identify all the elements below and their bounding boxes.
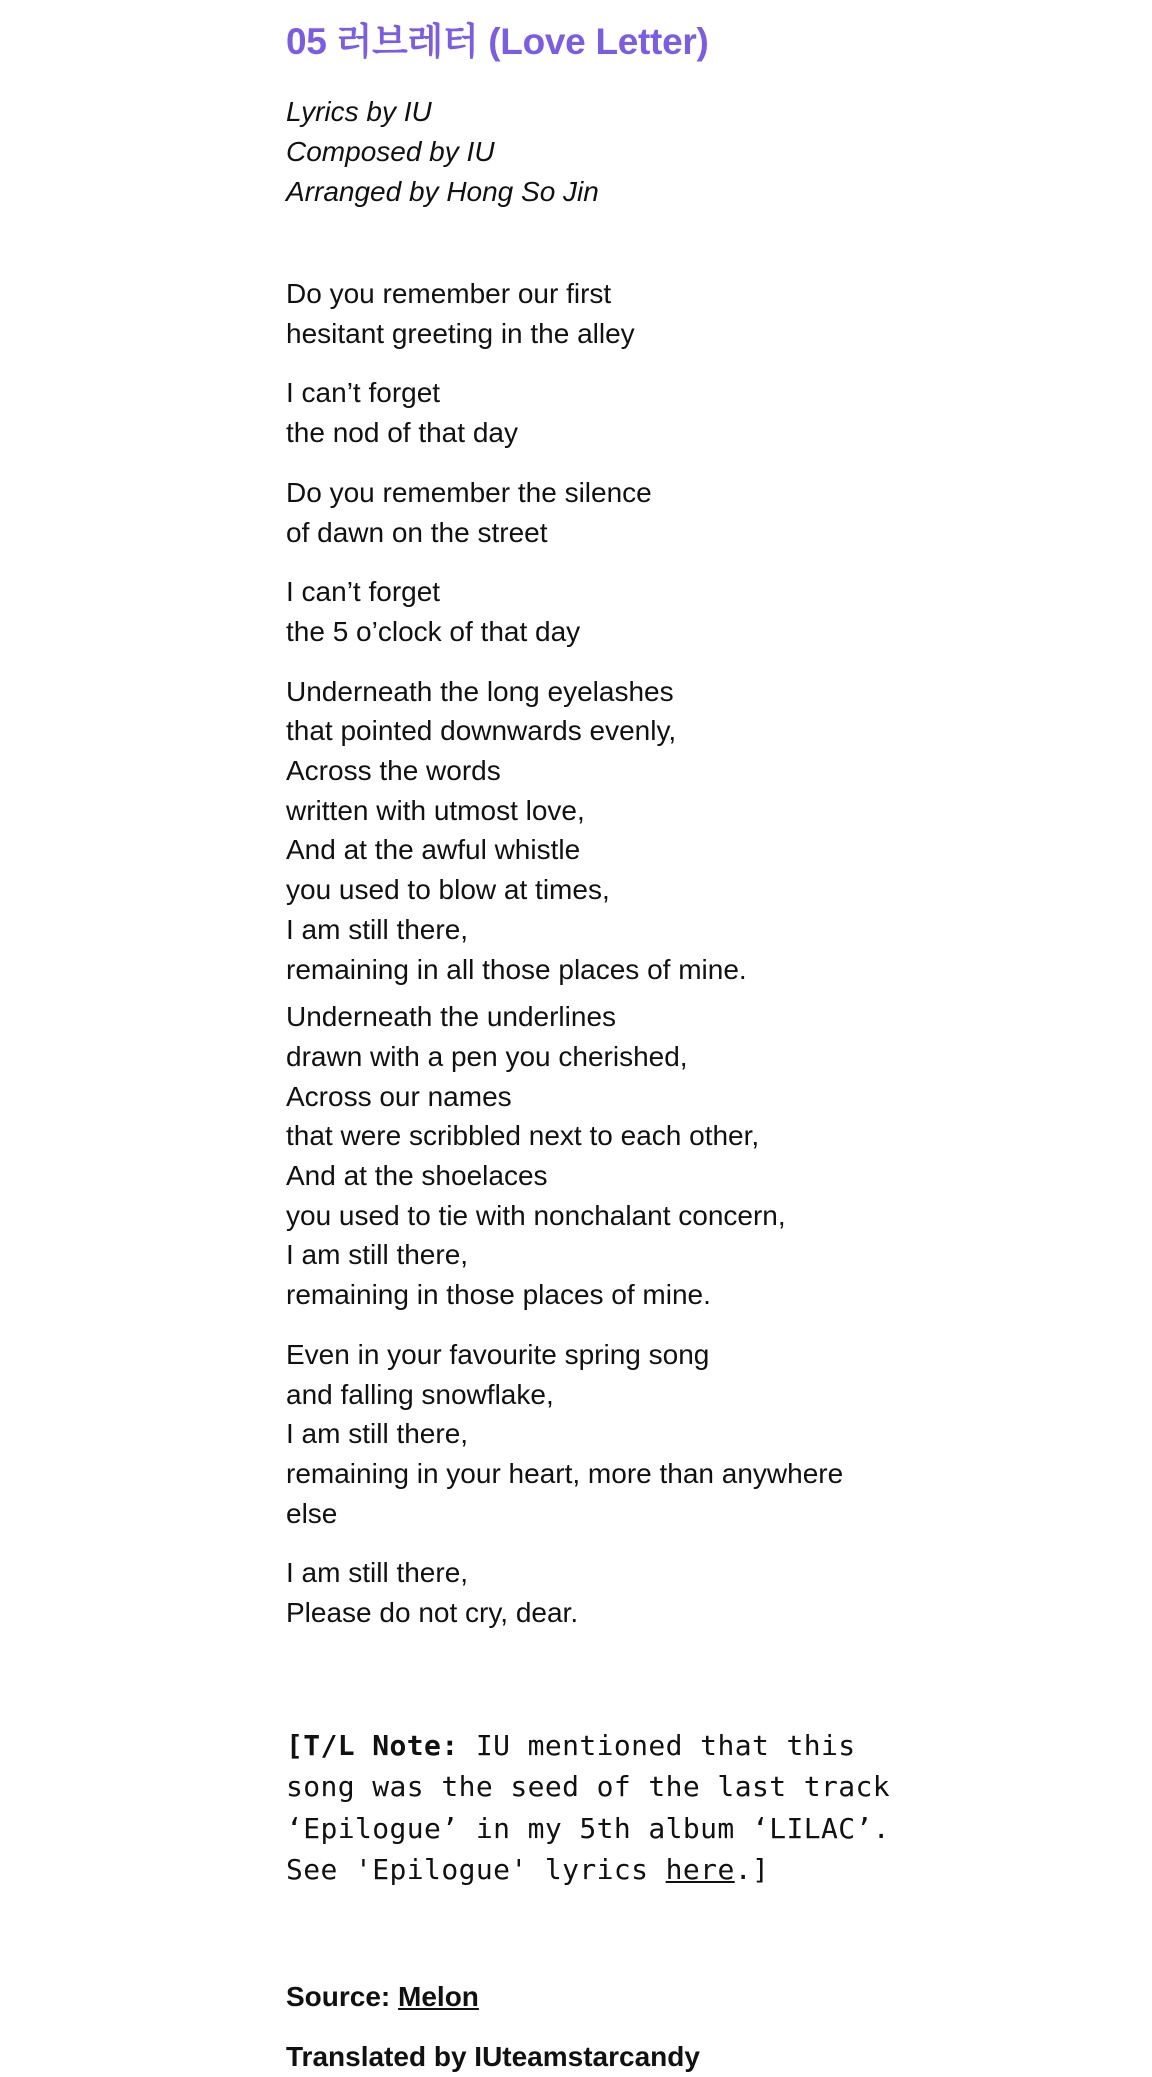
note-text: See 'Epilogue' lyrics	[286, 1853, 666, 1887]
lyric-line: that were scribbled next to each other,	[286, 1120, 760, 1152]
lyric-line: Please do not cry, dear.	[286, 1597, 579, 1629]
note-text: .]	[734, 1853, 770, 1887]
lyric-line: Across the words	[286, 755, 501, 787]
lyric-line: Even in your favourite spring song	[286, 1338, 710, 1370]
lyric-line: I am still there,	[286, 1239, 469, 1271]
note-line	[286, 1849, 906, 1891]
lyric-line: Do you remember our first	[286, 278, 612, 309]
stanza	[286, 997, 906, 1315]
lyric-line: I am still there,	[286, 1418, 469, 1450]
note-label: [T/L Note:	[286, 1728, 459, 1762]
epilogue-lyrics-link[interactable]: here	[665, 1853, 735, 1887]
stanza	[286, 473, 906, 552]
lyric-line: the 5 o’clock of that day	[286, 615, 581, 647]
lyric-line: else	[286, 1497, 338, 1529]
lyric-line: I can’t forget	[286, 377, 441, 409]
translator-credit: Translated by IUteamstarcandy	[286, 2040, 700, 2072]
source-melon-link[interactable]: Melon	[398, 1980, 479, 2012]
song-title: 05 러브레터 (Love Letter)	[286, 21, 709, 62]
source-label: Source:	[286, 1980, 399, 2012]
lyric-line: the nod of that day	[286, 417, 518, 449]
lyric-line: remaining in those places of mine.	[286, 1279, 711, 1311]
lyric-line: you used to tie with nonchalant concern,	[286, 1199, 786, 1231]
lyric-line: remaining in your heart, more than anywhere	[286, 1457, 844, 1489]
lyric-line: that pointed downwards evenly,	[286, 715, 677, 747]
stanza	[286, 373, 906, 452]
translator-note	[286, 1725, 906, 1891]
note-line	[286, 1725, 906, 1767]
stanza	[286, 1553, 906, 1632]
post-content	[286, 14, 906, 2077]
stanza	[286, 274, 906, 353]
lyric-line: Do you remember the silence	[286, 476, 652, 508]
lyric-line: Underneath the long eyelashes	[286, 675, 674, 707]
credit-composed: Composed by IU	[286, 136, 495, 167]
note-line: ‘Epilogue’ in my 5th album ‘LILAC’.	[286, 1811, 891, 1845]
lyric-line: remaining in all those places of mine.	[286, 953, 747, 985]
lyric-line: written with utmost love,	[286, 794, 585, 826]
lyrics	[286, 274, 906, 1633]
stanza	[286, 672, 906, 990]
stanza	[286, 1335, 906, 1534]
lyric-line: I can’t forget	[286, 576, 441, 608]
lyric-line: Underneath the underlines	[286, 1001, 617, 1033]
note-line: song was the seed of the last track	[286, 1770, 891, 1804]
lyric-line: you used to blow at times,	[286, 874, 610, 906]
stanza	[286, 572, 906, 651]
credit-lyrics: Lyrics by IU	[286, 96, 432, 127]
lyric-line: of dawn on the street	[286, 516, 548, 548]
lyric-line: hesitant greeting in the alley	[286, 317, 635, 349]
lyric-line: and falling snowflake,	[286, 1378, 554, 1410]
lyric-line: drawn with a pen you cherished,	[286, 1040, 688, 1072]
credits	[286, 92, 906, 212]
lyric-line: I am still there,	[286, 1557, 469, 1589]
lyric-line: I am still there,	[286, 913, 469, 945]
note-text: IU mentioned that this	[458, 1728, 856, 1762]
credit-arranged: Arranged by Hong So Jin	[286, 176, 599, 207]
lyric-line: And at the awful whistle	[286, 834, 581, 866]
lyric-line: Across our names	[286, 1080, 512, 1112]
lyric-line: And at the shoelaces	[286, 1160, 548, 1192]
source	[286, 1977, 906, 2017]
